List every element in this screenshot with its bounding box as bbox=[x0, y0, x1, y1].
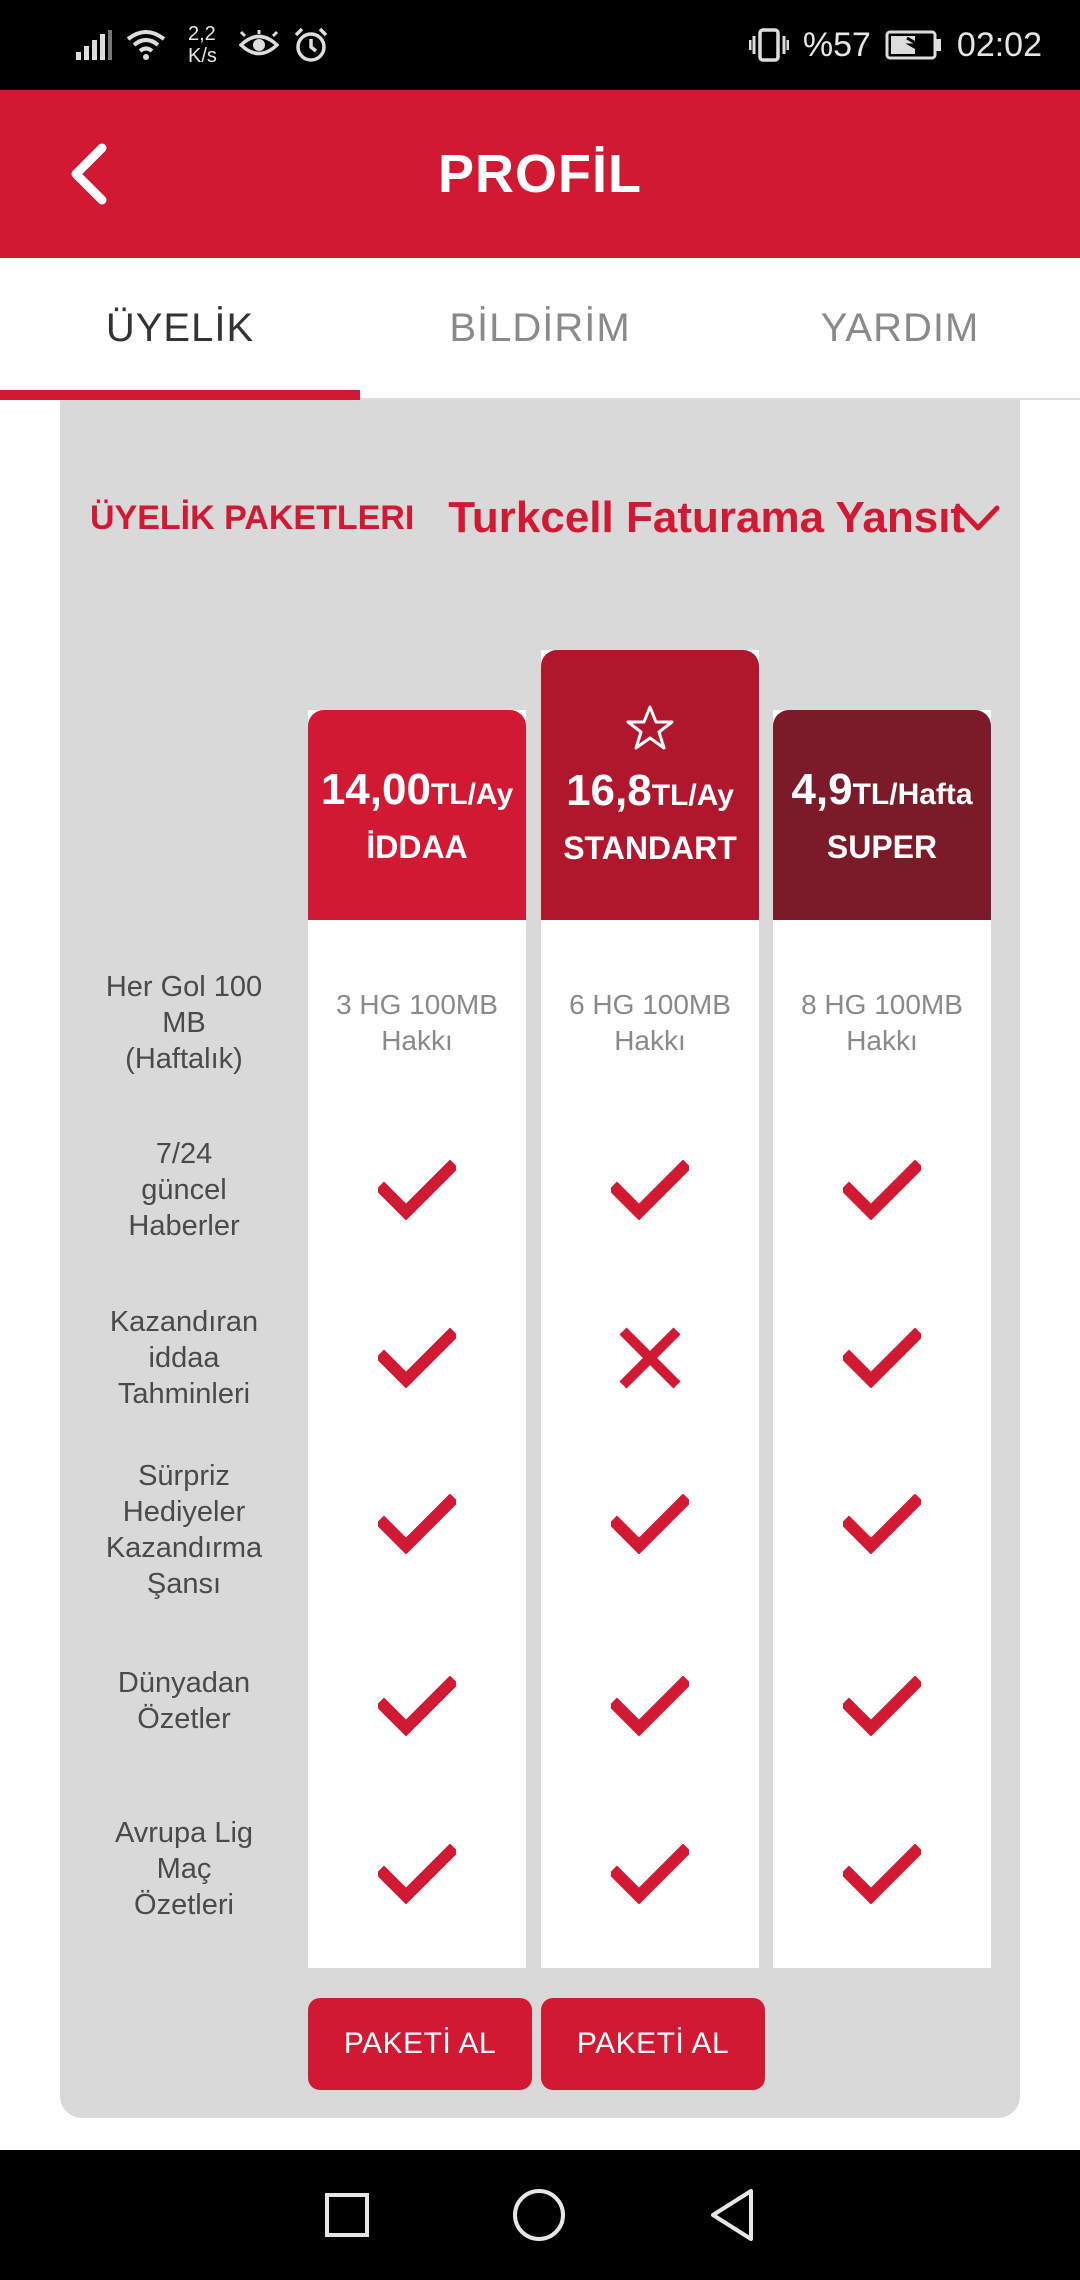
check-cell bbox=[541, 1130, 759, 1250]
check-cell bbox=[541, 1814, 759, 1934]
battery-charging-icon bbox=[885, 30, 943, 60]
tab-yardim[interactable]: YARDIM bbox=[820, 305, 980, 350]
check-icon bbox=[611, 1844, 689, 1904]
package-header-standart bbox=[541, 650, 759, 920]
alarm-icon bbox=[293, 27, 329, 63]
check-icon bbox=[611, 1676, 689, 1736]
package-price: 14,00TL/Ay bbox=[320, 764, 514, 814]
check-cell bbox=[308, 1130, 526, 1250]
package-header-iddaa bbox=[308, 710, 526, 920]
payment-method-value: Turkcell Faturama Yansıt bbox=[448, 493, 966, 542]
signal-icon bbox=[76, 30, 112, 60]
check-icon bbox=[378, 1160, 456, 1220]
payment-method-select[interactable] bbox=[448, 493, 1001, 543]
feature-cell: 8 HG 100MB Hakkı bbox=[801, 989, 963, 1056]
check-icon bbox=[378, 1844, 456, 1904]
package-price: 16,8TL/Ay bbox=[566, 765, 734, 815]
feature-cell: 3 HG 100MB Hakkı bbox=[336, 989, 498, 1056]
battery-percent: %57 bbox=[802, 25, 871, 64]
check-cell bbox=[773, 1130, 991, 1250]
eye-icon bbox=[239, 30, 279, 60]
packages-label: ÜYELİK PAKETLERI bbox=[90, 498, 415, 537]
check-cell bbox=[541, 1464, 759, 1584]
back-button[interactable] bbox=[48, 134, 128, 214]
feature-label: Her Gol 100 MB (Haftalık) bbox=[105, 971, 263, 1075]
app-header bbox=[0, 90, 1080, 258]
check-icon bbox=[843, 1844, 921, 1904]
check-icon bbox=[843, 1494, 921, 1554]
check-icon bbox=[378, 1676, 456, 1736]
buy-package-iddaa-button[interactable]: PAKETİ AL bbox=[308, 1998, 532, 2090]
check-cell bbox=[773, 1298, 991, 1418]
check-icon bbox=[611, 1160, 689, 1220]
clock: 02:02 bbox=[956, 25, 1042, 64]
check-icon bbox=[843, 1160, 921, 1220]
tab-bildirim[interactable]: BİLDİRİM bbox=[449, 305, 631, 350]
check-cell bbox=[308, 1646, 526, 1766]
vibrate-icon bbox=[749, 28, 789, 62]
feature-label: Avrupa Lig Maç Özetleri bbox=[114, 1817, 254, 1921]
recent-apps-button[interactable] bbox=[323, 2191, 371, 2239]
home-button[interactable] bbox=[511, 2187, 567, 2243]
package-price: 4,9TL/Hafta bbox=[791, 764, 973, 814]
feature-label: Sürpriz Hediyeler Kazandırma Şansı bbox=[105, 1460, 263, 1600]
buy-package-standart-button[interactable]: PAKETİ AL bbox=[541, 1998, 765, 2090]
tab-uyelik[interactable]: ÜYELİK bbox=[0, 258, 360, 398]
check-cell bbox=[773, 1464, 991, 1584]
check-cell bbox=[308, 1814, 526, 1934]
check-icon bbox=[611, 1494, 689, 1554]
cross-cell bbox=[541, 1298, 759, 1418]
navigation-bar bbox=[0, 2150, 1080, 2280]
feature-label: Kazandıran iddaa Tahminleri bbox=[109, 1306, 259, 1410]
chevron-down-icon bbox=[955, 503, 1001, 533]
feature-label: 7/24 güncel Haberler bbox=[128, 1138, 240, 1242]
check-cell bbox=[541, 1646, 759, 1766]
packages-header bbox=[90, 488, 1000, 548]
back-nav-button[interactable] bbox=[707, 2187, 757, 2243]
wifi-icon bbox=[126, 29, 166, 61]
network-speed bbox=[188, 23, 217, 67]
tab-bar bbox=[0, 258, 1080, 400]
check-cell bbox=[773, 1814, 991, 1934]
feature-label: Dünyadan Özetler bbox=[117, 1667, 251, 1735]
package-header-super bbox=[773, 710, 991, 920]
package-name: İDDAA bbox=[366, 828, 468, 865]
package-name: STANDART bbox=[563, 829, 737, 866]
chevron-left-icon bbox=[66, 142, 110, 206]
check-cell bbox=[308, 1298, 526, 1418]
status-bar bbox=[0, 0, 1080, 90]
page-title: PROFİL bbox=[438, 144, 642, 204]
speed-unit: K/s bbox=[188, 45, 217, 67]
check-icon bbox=[843, 1328, 921, 1388]
star-icon bbox=[625, 704, 675, 752]
check-cell bbox=[773, 1646, 991, 1766]
check-icon bbox=[378, 1328, 456, 1388]
check-icon bbox=[843, 1676, 921, 1736]
cross-icon bbox=[615, 1325, 685, 1391]
speed-value: 2,2 bbox=[188, 23, 216, 45]
check-cell bbox=[308, 1464, 526, 1584]
check-icon bbox=[378, 1494, 456, 1554]
package-name: SUPER bbox=[826, 828, 938, 865]
feature-cell: 6 HG 100MB Hakkı bbox=[569, 989, 731, 1056]
